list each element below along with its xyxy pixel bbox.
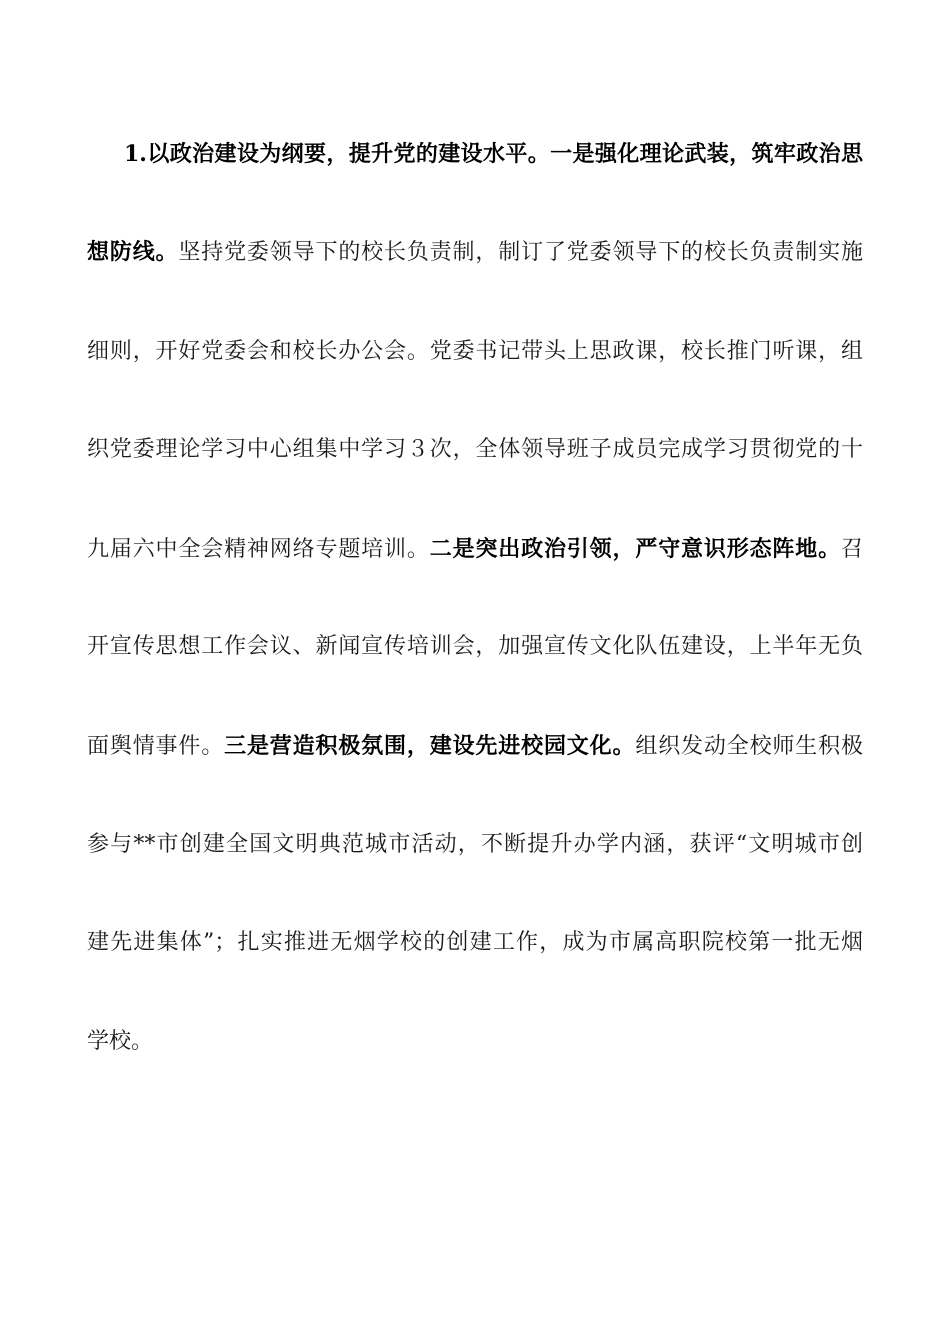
body-text: 面舆情事件。 — [87, 734, 225, 759]
body-text: 开宣传思想工作会议、新闻宣传培训会，加强宣传文化队伍建设，上半年无负 — [87, 634, 863, 659]
paragraph-line-2 — [87, 232, 863, 272]
paragraph-line-3 — [87, 332, 863, 372]
body-text: 参与**市创建全国文明典范城市活动，不断提升办学内涵，获评“文明城市创 — [87, 832, 863, 857]
paragraph-line-4 — [87, 430, 863, 470]
paragraph-line-7 — [87, 726, 863, 766]
paragraph-line-5 — [87, 529, 863, 569]
body-text: 建先进集体”；扎实推进无烟学校的创建工作，成为市属高职院校第一批无烟 — [87, 930, 863, 955]
body-text: 织党委理论学习中心组集中学习３次，全体领导班子成员完成学习贯彻党的十 — [87, 437, 863, 462]
body-text: 召 — [840, 537, 863, 562]
paragraph-line-10 — [87, 1022, 863, 1062]
bold-heading-text: 想防线。 — [87, 239, 179, 265]
body-text: 坚持党委领导下的校长负责制，制订了党委领导下的校长负责制实施 — [178, 240, 863, 265]
paragraph-line-1 — [124, 134, 863, 174]
paragraph-line-6 — [87, 627, 863, 667]
bold-heading-text: 三是营造积极氛围，建设先进校园文化。 — [224, 733, 636, 759]
body-text: 细则，开好党委会和校长办公会。党委书记带头上思政课，校长推门听课，组 — [87, 339, 863, 364]
bold-heading-text: 二是突出政治引领，严守意识形态阵地。 — [429, 536, 841, 562]
paragraph-line-9 — [87, 923, 863, 963]
body-text: 学校。 — [87, 1029, 154, 1054]
body-text: 九届六中全会精神网络专题培训。 — [87, 537, 430, 562]
paragraph-line-8 — [87, 825, 863, 865]
body-text: 组织发动全校师生积极 — [635, 734, 863, 759]
bold-heading-text: 1.以政治建设为纲要，提升党的建设水平。一是强化理论武装，筑牢政治思 — [124, 141, 863, 167]
